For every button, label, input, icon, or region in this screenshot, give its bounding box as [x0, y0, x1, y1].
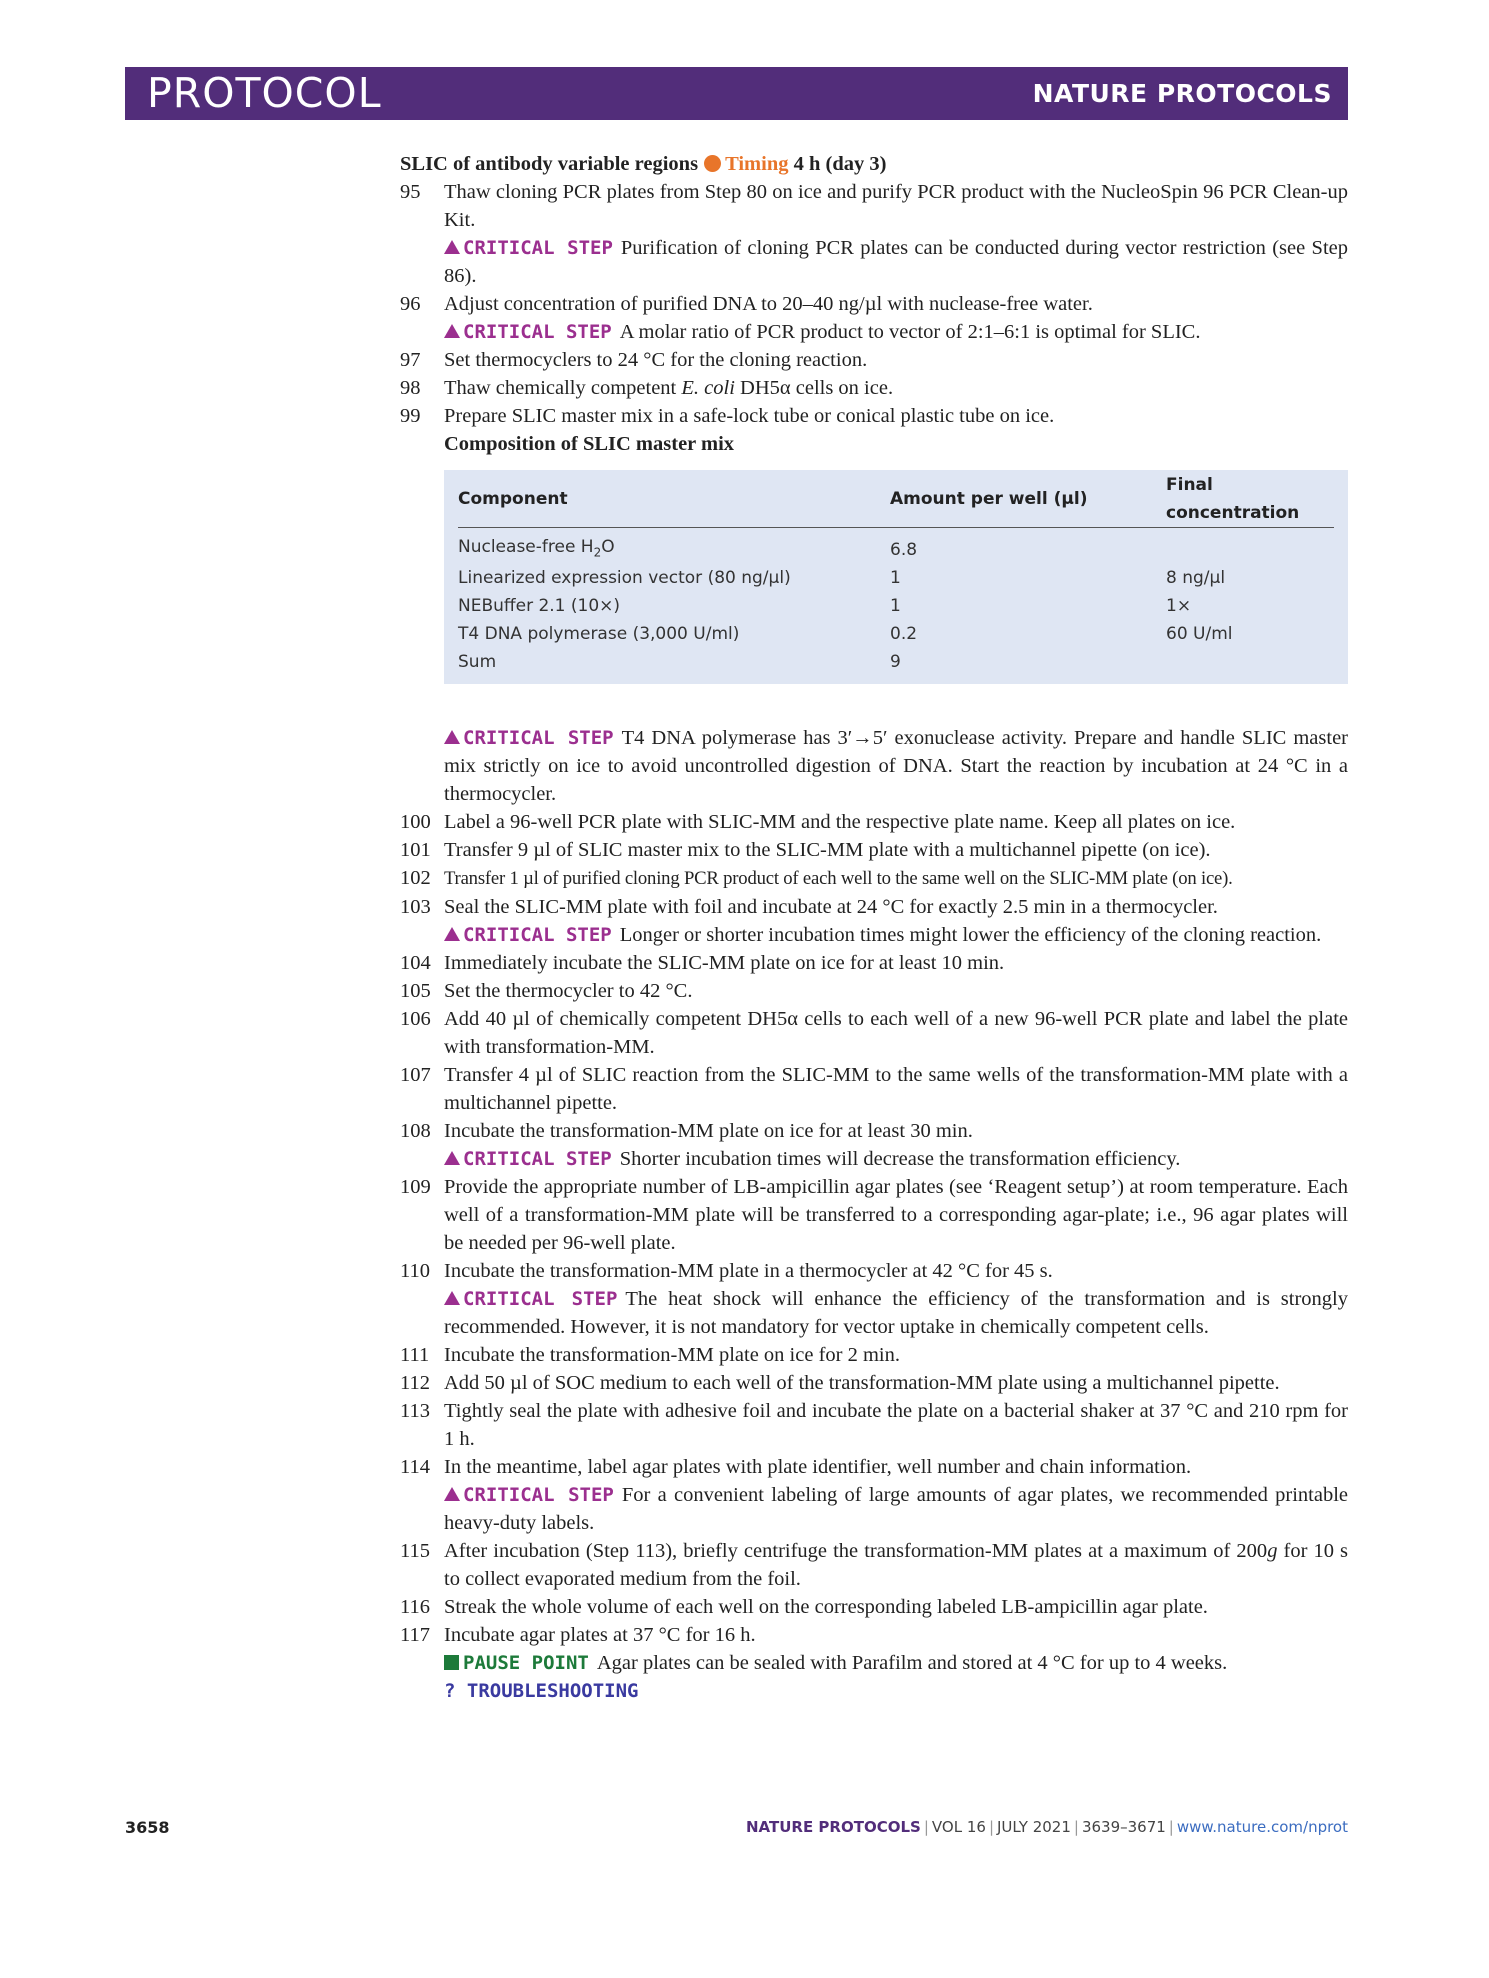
cell-amount: 1	[890, 568, 901, 588]
critical-step-114	[400, 1481, 1348, 1537]
step-number: 109	[400, 1176, 431, 1198]
step-101	[400, 836, 1348, 864]
cell-component: T4 DNA polymerase (3,000 U/ml)	[458, 624, 740, 644]
pause-point-117	[400, 1649, 1348, 1677]
step-number: 110	[400, 1260, 430, 1282]
warning-triangle-icon	[444, 1487, 460, 1501]
step-110	[400, 1257, 1348, 1285]
critical-text: T4 DNA polymerase has 3′→5′ exonuclease activity. Prepare and handle SLIC master mix strictly on ice to avoid uncontrolled digestion of DNA. Start the reaction by incubation at 24 °C in a thermocycler.	[444, 727, 1348, 805]
table-caption: Composition of SLIC master mix	[444, 433, 735, 455]
cell-final: 1×	[1166, 596, 1192, 616]
troubleshooting-link[interactable]: ? TROUBLESHOOTING	[444, 1680, 639, 1702]
step-109	[400, 1173, 1348, 1257]
step-number: 106	[400, 1008, 431, 1030]
step-number: 112	[400, 1372, 430, 1394]
step-117	[400, 1621, 1348, 1649]
cell-amount: 1	[890, 596, 901, 616]
step-113	[400, 1397, 1348, 1453]
page-number: 3658	[125, 1818, 170, 1837]
cell-component: Sum	[458, 652, 497, 672]
step-114	[400, 1453, 1348, 1481]
step-text: Provide the appropriate number of LB-ampicillin agar plates (see ‘Reagent setup’) at room temperature. Each well of a transformation-MM plate will be transferred to a corresponding agar-plate; i.e., 96 agar plates will be needed per 96-well plate.	[444, 1176, 1348, 1254]
slic-master-mix-table	[444, 470, 1348, 684]
step-111	[400, 1341, 1348, 1369]
step-text: Incubate the transformation-MM plate on ice for 2 min.	[444, 1344, 900, 1366]
step-text: Adjust concentration of purified DNA to 20–40 ng/µl with nuclease-free water.	[444, 293, 1093, 315]
section-heading	[400, 150, 1348, 178]
step-text: Streak the whole volume of each well on the corresponding labeled LB-ampicillin agar plate.	[444, 1596, 1208, 1618]
pause-label: PAUSE POINT	[444, 1652, 589, 1674]
warning-triangle-icon	[444, 324, 460, 338]
table-row	[458, 648, 1334, 676]
step-text: Incubate the transformation-MM plate on ice for at least 30 min.	[444, 1120, 973, 1142]
cell-component: Nuclease-free $H_2O$	[458, 537, 615, 560]
step-text: Seal the SLIC-MM plate with foil and incubate at 24 °C for exactly 2.5 min in a thermocycler.	[444, 896, 1218, 918]
step-107	[400, 1061, 1348, 1117]
step-112	[400, 1369, 1348, 1397]
cell-component: Linearized expression vector (80 ng/µl)	[458, 568, 791, 588]
critical-step-103	[400, 921, 1348, 949]
step-97	[400, 346, 1348, 374]
step-106	[400, 1005, 1348, 1061]
footer-citation: NATURE PROTOCOLS | VOL 16 | JULY 2021 | 3639–3671 | www.nature.com/nprot	[746, 1818, 1348, 1836]
critical-label: CRITICAL STEP	[444, 321, 612, 343]
step-text: After incubation (Step 113), briefly centrifuge the transformation-MM plates at a maximum of 200g for 10 s to collect evaporated medium from the foil.	[444, 1540, 1348, 1590]
step-100	[400, 808, 1348, 836]
step-99	[400, 402, 1348, 430]
cell-amount: 0.2	[890, 624, 918, 644]
critical-text: Purification of cloning PCR plates can be conducted during vector restriction (see Step 86).	[444, 237, 1348, 287]
warning-triangle-icon	[444, 240, 460, 254]
critical-text: A molar ratio of PCR product to vector of 2:1–6:1 is optimal for SLIC.	[619, 321, 1201, 343]
step-text: Thaw cloning PCR plates from Step 80 on ice and purify PCR product with the NucleoSpin 96 PCR Clean-up Kit.	[444, 181, 1348, 231]
table-header-row	[458, 470, 1334, 528]
critical-text: For a convenient labeling of large amounts of agar plates, we recommended printable heavy-duty labels.	[444, 1484, 1348, 1534]
footer-date: JULY 2021	[997, 1818, 1071, 1836]
step-number: 97	[400, 349, 421, 371]
timing-value: 4 h (day 3)	[793, 153, 887, 175]
timing-label: Timing	[725, 153, 789, 175]
critical-text: Longer or shorter incubation times might lower the efficiency of the cloning reaction.	[619, 924, 1322, 946]
step-number: 113	[400, 1400, 430, 1422]
step-number: 108	[400, 1120, 431, 1142]
warning-triangle-icon	[444, 927, 460, 941]
step-text: Transfer 1 µl of purified cloning PCR product of each well to the same well on the SLIC-MM plate (on ice).	[444, 868, 1233, 889]
step-text: Transfer 4 µl of SLIC reaction from the SLIC-MM to the same wells of the transformation-MM plate with a multichannel pipette.	[444, 1064, 1348, 1114]
warning-triangle-icon	[444, 1151, 460, 1165]
footer-volume: VOL 16	[931, 1818, 986, 1836]
header-journal-name: NATURE PROTOCOLS	[1032, 79, 1332, 108]
step-number: 96	[400, 293, 421, 315]
table-row	[458, 564, 1334, 592]
header-banner	[125, 67, 1348, 120]
step-number: 107	[400, 1064, 431, 1086]
critical-label: CRITICAL STEP	[444, 924, 612, 946]
critical-text: The heat shock will enhance the efficiency of the transformation and is strongly recommended. However, it is not mandatory for vector uptake in chemically competent cells.	[444, 1288, 1348, 1338]
step-105	[400, 977, 1348, 1005]
cell-final: 60 U/ml	[1166, 624, 1233, 644]
step-104	[400, 949, 1348, 977]
warning-triangle-icon	[444, 730, 460, 744]
pause-text: Agar plates can be sealed with Parafilm and stored at 4 °C for up to 4 weeks.	[596, 1652, 1228, 1674]
troubleshooting-link-container	[400, 1677, 1348, 1705]
step-text: Transfer 9 µl of SLIC master mix to the SLIC-MM plate with a multichannel pipette (on ice).	[444, 839, 1211, 861]
step-number: 99	[400, 405, 421, 427]
critical-step-95	[400, 234, 1348, 290]
critical-step-96	[400, 318, 1348, 346]
step-number: 114	[400, 1456, 430, 1478]
step-text: Tightly seal the plate with adhesive foil and incubate the plate on a bacterial shaker at 37 °C and 210 rpm for 1 h.	[444, 1400, 1348, 1450]
critical-label: CRITICAL STEP	[444, 1148, 612, 1170]
step-text: Label a 96-well PCR plate with SLIC-MM and the respective plate name. Keep all plates on ice.	[444, 811, 1236, 833]
footer-journal: NATURE PROTOCOLS	[746, 1818, 921, 1836]
step-number: 98	[400, 377, 421, 399]
step-115	[400, 1537, 1348, 1593]
step-number: 111	[400, 1344, 430, 1366]
warning-triangle-icon	[444, 1291, 460, 1305]
step-95	[400, 178, 1348, 234]
step-108	[400, 1117, 1348, 1145]
critical-text: Shorter incubation times will decrease the transformation efficiency.	[619, 1148, 1181, 1170]
table-row	[458, 620, 1334, 648]
table-row	[458, 592, 1334, 620]
step-text: Add 40 µl of chemically competent DH5α cells to each well of a new 96-well PCR plate and label the plate with transformation-MM.	[444, 1008, 1348, 1058]
step-number: 100	[400, 811, 431, 833]
step-number: 104	[400, 952, 431, 974]
step-text: Prepare SLIC master mix in a safe-lock tube or conical plastic tube on ice.	[444, 405, 1055, 427]
step-text: Incubate agar plates at 37 °C for 16 h.	[444, 1624, 756, 1646]
step-number: 102	[400, 867, 431, 889]
column-header-amount: Amount per well (µl)	[890, 488, 1088, 509]
critical-label: CRITICAL STEP	[444, 1484, 614, 1506]
column-header-component: Component	[458, 488, 568, 509]
footer-pages: 3639–3671	[1081, 1818, 1166, 1836]
step-number: 115	[400, 1540, 430, 1562]
critical-step-99	[400, 724, 1348, 808]
step-text: Set the thermocycler to 42 °C.	[444, 980, 693, 1002]
step-text: In the meantime, label agar plates with plate identifier, well number and chain information.	[444, 1456, 1192, 1478]
critical-label: CRITICAL STEP	[444, 1288, 617, 1310]
step-number: 105	[400, 980, 431, 1002]
critical-step-108	[400, 1145, 1348, 1173]
cell-amount: 9	[890, 652, 901, 672]
step-number: 101	[400, 839, 431, 861]
step-number: 103	[400, 896, 431, 918]
step-text: Immediately incubate the SLIC-MM plate on ice for at least 10 min.	[444, 952, 1005, 974]
step-text: Incubate the transformation-MM plate in a thermocycler at 42 °C for 45 s.	[444, 1260, 1053, 1282]
step-text: Thaw chemically competent E. coli DH5α cells on ice.	[444, 377, 894, 399]
cell-final: 8 ng/µl	[1166, 568, 1226, 588]
pause-square-icon	[444, 1655, 459, 1670]
step-text: Add 50 µl of SOC medium to each well of the transformation-MM plate using a multichannel pipette.	[444, 1372, 1280, 1394]
step-number: 116	[400, 1596, 430, 1618]
cell-component: NEBuffer 2.1 (10×)	[458, 596, 621, 616]
section-title: SLIC of antibody variable regions	[400, 153, 699, 175]
step-103	[400, 893, 1348, 921]
step-98	[400, 374, 1348, 402]
step-102	[400, 864, 1348, 893]
table-row	[458, 536, 1334, 564]
step-number: 117	[400, 1624, 430, 1646]
step-96	[400, 290, 1348, 318]
step-text: Set thermocyclers to 24 °C for the cloning reaction.	[444, 349, 868, 371]
critical-label: CRITICAL STEP	[444, 237, 613, 259]
header-protocol-label: PROTOCOL	[147, 69, 382, 117]
cell-amount: 6.8	[890, 540, 918, 560]
timing-dot-icon	[704, 155, 721, 172]
column-header-final: Final concentration	[1166, 474, 1300, 523]
footer-url-link[interactable]: www.nature.com/nprot	[1176, 1818, 1348, 1836]
critical-step-110	[400, 1285, 1348, 1341]
step-number: 95	[400, 181, 421, 203]
main-content	[400, 150, 1348, 1705]
table-body	[444, 528, 1348, 676]
step-116	[400, 1593, 1348, 1621]
critical-label: CRITICAL STEP	[444, 727, 614, 749]
